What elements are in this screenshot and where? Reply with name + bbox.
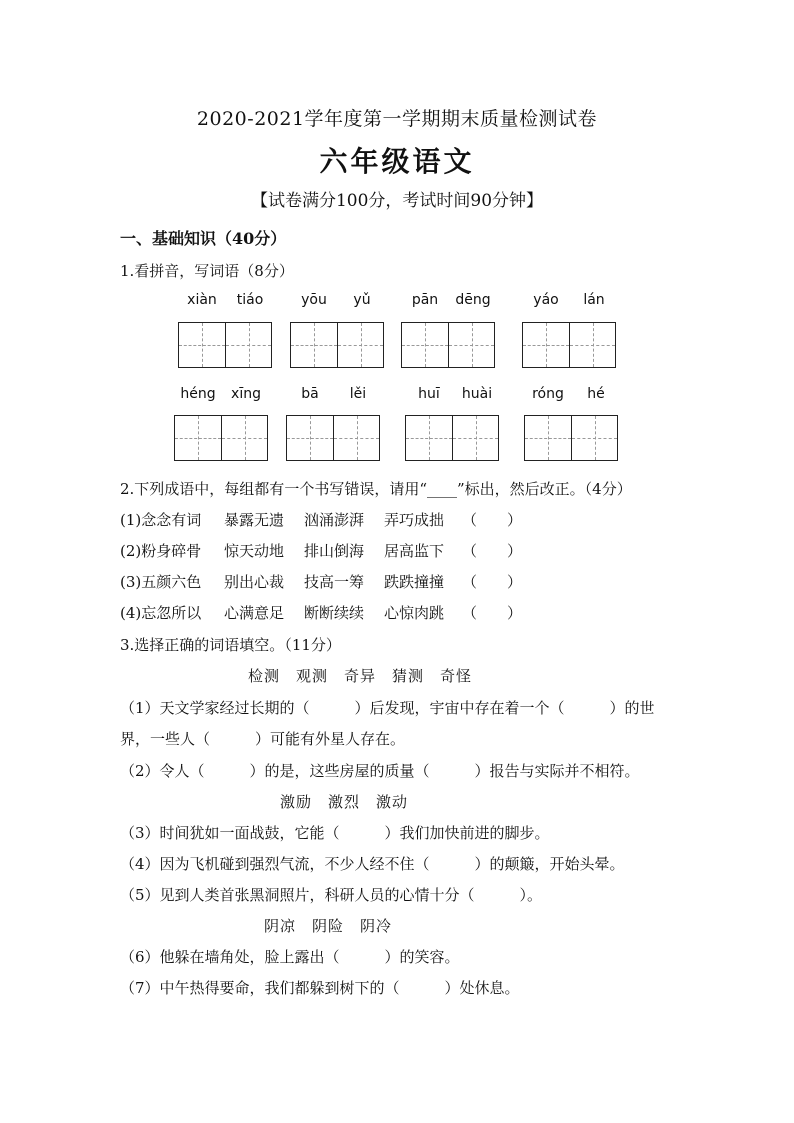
- writing-grid[interactable]: [524, 415, 618, 461]
- writing-grid[interactable]: [405, 415, 499, 461]
- pinyin-group: xiàn tiáo: [187, 292, 264, 308]
- fill-sentence: （6）他躲在墙角处，脸上露出（ ）的笑容。: [120, 948, 460, 966]
- word-bank: 检测 观测 奇异 猜测 奇怪: [248, 667, 473, 685]
- pinyin-group: yōu yǔ: [301, 292, 371, 308]
- writing-grid[interactable]: [286, 415, 380, 461]
- section-heading: 一、基础知识（40分）: [120, 229, 287, 248]
- subject-title: 六年级语文: [319, 145, 475, 178]
- writing-grid[interactable]: [401, 322, 495, 368]
- writing-cell[interactable]: [287, 416, 333, 460]
- fill-sentence: （2）令人（ ）的是，这些房屋的质量（ ）报告与实际并不相符。: [120, 762, 640, 780]
- writing-cell[interactable]: [333, 416, 379, 460]
- idiom-item: 暴露无遗: [224, 511, 285, 529]
- fill-sentence: （4）因为飞机碰到强烈气流，不少人经不住（ ）的颠簸，开始头晕。: [120, 855, 625, 873]
- idiom-item: 心惊肉跳: [384, 604, 445, 622]
- question-2-prompt: 2.下列成语中，每组都有一个书写错误，请用“____”标出，然后改正。（4分）: [120, 480, 632, 498]
- answer-blank[interactable]: （ ）: [462, 604, 523, 622]
- idiom-item: (1)念念有词: [120, 511, 202, 529]
- idiom-item: 排山倒海: [304, 542, 365, 560]
- pinyin-group: huī huài: [418, 386, 493, 402]
- idiom-item: 惊天动地: [224, 542, 285, 560]
- idiom-item: (2)粉身碎骨: [120, 542, 202, 560]
- exam-note: 【试卷满分100分，考试时间90分钟】: [250, 191, 544, 211]
- fill-sentence: （1）天文学家经过长期的（ ）后发现，宇宙中存在着一个（ ）的世: [120, 699, 655, 717]
- writing-cell[interactable]: [569, 323, 615, 367]
- writing-cell[interactable]: [523, 323, 569, 367]
- writing-cell[interactable]: [571, 416, 617, 460]
- writing-cell[interactable]: [291, 323, 337, 367]
- writing-cell[interactable]: [448, 323, 494, 367]
- idiom-item: 跌跌撞撞: [384, 573, 445, 591]
- idiom-item: (3)五颜六色: [120, 573, 202, 591]
- question-1-prompt: 1.看拼音，写词语（8分）: [120, 262, 294, 280]
- exam-title: 2020-2021学年度第一学期期末质量检测试卷: [196, 108, 598, 130]
- writing-cell[interactable]: [406, 416, 452, 460]
- writing-grid[interactable]: [174, 415, 268, 461]
- writing-grid[interactable]: [290, 322, 384, 368]
- writing-cell[interactable]: [337, 323, 383, 367]
- fill-sentence: 界，一些人（ ）可能有外星人存在。: [120, 730, 406, 748]
- writing-cell[interactable]: [221, 416, 267, 460]
- pinyin-group: róng hé: [532, 386, 605, 402]
- idiom-item: 居高监下: [384, 542, 445, 560]
- pinyin-group: yáo lán: [533, 292, 605, 308]
- idiom-item: 断断续续: [304, 604, 365, 622]
- idiom-item: (4)忘忽所以: [120, 604, 202, 622]
- fill-sentence: （7）中午热得要命，我们都躲到树下的（ ）处休息。: [120, 979, 520, 997]
- pinyin-group: pān dēng: [411, 292, 491, 308]
- idiom-item: 汹涌澎湃: [304, 511, 365, 529]
- writing-cell[interactable]: [225, 323, 271, 367]
- word-bank: 激励 激烈 激动: [280, 793, 409, 811]
- word-bank: 阴凉 阴险 阴冷: [264, 917, 393, 935]
- pinyin-group: héng xīng: [180, 386, 261, 402]
- answer-blank[interactable]: （ ）: [462, 573, 523, 591]
- writing-cell[interactable]: [402, 323, 448, 367]
- writing-cell[interactable]: [175, 416, 221, 460]
- fill-sentence: （3）时间犹如一面战鼓，它能（ ）我们加快前进的脚步。: [120, 824, 550, 842]
- idiom-item: 心满意足: [224, 604, 285, 622]
- idiom-item: 技高一筹: [304, 573, 365, 591]
- writing-grid[interactable]: [178, 322, 272, 368]
- writing-cell[interactable]: [452, 416, 498, 460]
- idiom-item: 弄巧成拙: [384, 511, 445, 529]
- question-3-prompt: 3.选择正确的词语填空。（11分）: [120, 636, 341, 654]
- answer-blank[interactable]: （ ）: [462, 511, 523, 529]
- writing-cell[interactable]: [179, 323, 225, 367]
- fill-sentence: （5）见到人类首张黑洞照片，科研人员的心情十分（ ）。: [120, 886, 543, 904]
- writing-grid[interactable]: [522, 322, 616, 368]
- writing-cell[interactable]: [525, 416, 571, 460]
- pinyin-group: bā lěi: [301, 386, 367, 402]
- idiom-item: 别出心裁: [224, 573, 285, 591]
- answer-blank[interactable]: （ ）: [462, 542, 523, 560]
